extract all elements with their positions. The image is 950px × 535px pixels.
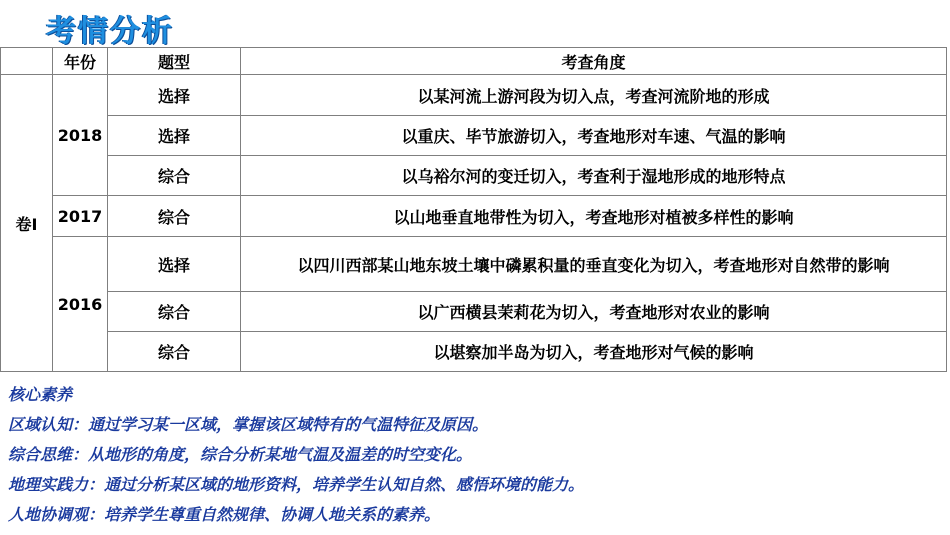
volume-cell: 卷Ⅰ (1, 75, 53, 372)
angle-cell: 以堪察加半岛为切入，考查地形对气候的影响 (241, 332, 947, 372)
angle-cell: 以某河流上游河段为切入点，考查河流阶地的形成 (241, 75, 947, 116)
page-title: 考情分析 (46, 14, 174, 49)
table-row (1, 292, 947, 332)
table-row (1, 75, 947, 116)
type-cell: 综合 (108, 156, 241, 196)
table-header-row (1, 48, 947, 75)
header-cell-year: 年份 (53, 48, 108, 75)
angle-cell: 以四川西部某山地东坡土壤中磷累积量的垂直变化为切入，考查地形对自然带的影响 (241, 237, 947, 292)
literacy-line: 综合思维：从地形的角度，综合分析某地气温及温差的时空变化。 (8, 445, 473, 464)
header-cell-angle: 考查角度 (241, 48, 947, 75)
table-row (1, 196, 947, 237)
exam-analysis-table (0, 47, 947, 372)
literacy-line: 区域认知：通过学习某一区域，掌握该区域特有的气温特征及原因。 (8, 415, 489, 434)
type-cell: 综合 (108, 332, 241, 372)
table-row (1, 237, 947, 292)
core-literacy-section (8, 380, 584, 530)
table-row (1, 156, 947, 196)
table-row (1, 332, 947, 372)
literacy-line: 人地协调观：培养学生尊重自然规律、协调人地关系的素养。 (8, 505, 441, 524)
type-cell: 选择 (108, 116, 241, 156)
angle-cell: 以乌裕尔河的变迁切入，考查利于湿地形成的地形特点 (241, 156, 947, 196)
header-cell-type: 题型 (108, 48, 241, 75)
core-literacy-heading: 核心素养 (8, 385, 73, 404)
type-cell: 综合 (108, 292, 241, 332)
angle-cell: 以广西横县茉莉花为切入，考查地形对农业的影响 (241, 292, 947, 332)
year-cell: 2016 (53, 237, 108, 372)
year-cell: 2018 (53, 75, 108, 196)
type-cell: 综合 (108, 196, 241, 237)
header-cell-blank (1, 48, 53, 75)
angle-cell: 以重庆、毕节旅游切入，考查地形对车速、气温的影响 (241, 116, 947, 156)
angle-cell: 以山地垂直地带性为切入，考查地形对植被多样性的影响 (241, 196, 947, 237)
table-row (1, 116, 947, 156)
literacy-line: 地理实践力：通过分析某区域的地形资料，培养学生认知自然、感悟环境的能力。 (8, 475, 585, 494)
type-cell: 选择 (108, 237, 241, 292)
year-cell: 2017 (53, 196, 108, 237)
type-cell: 选择 (108, 75, 241, 116)
